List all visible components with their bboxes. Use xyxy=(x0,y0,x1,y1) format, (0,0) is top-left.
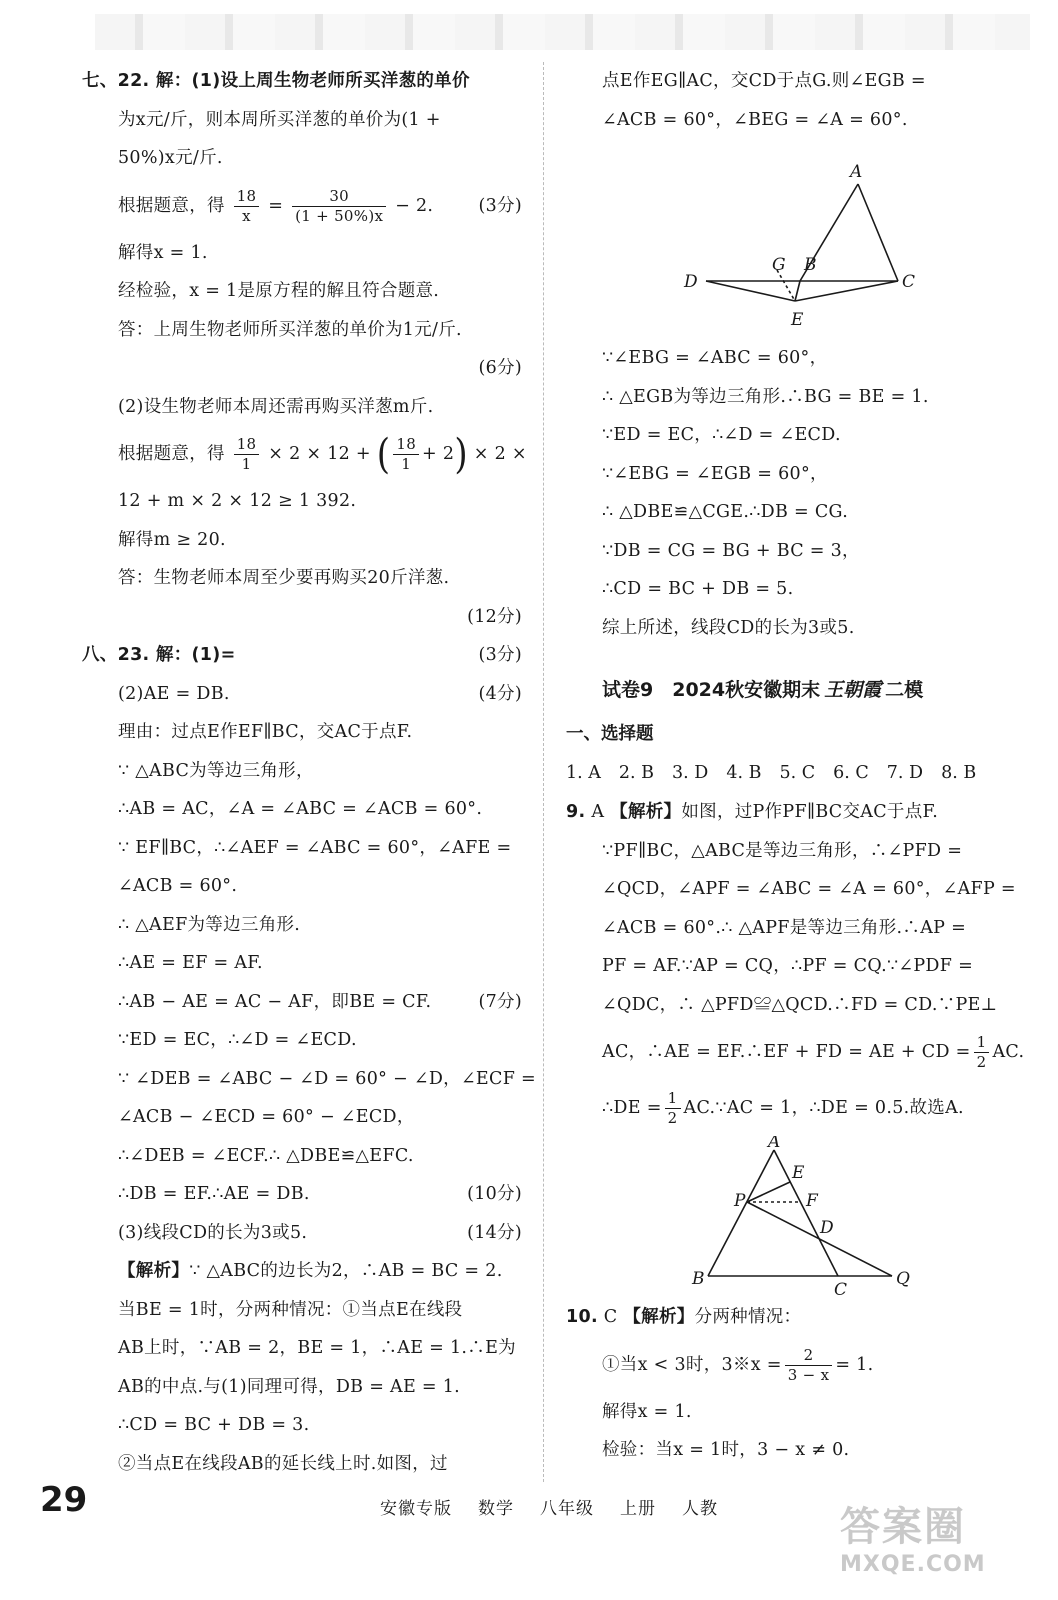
segment-pe xyxy=(747,1182,790,1202)
left-paren: ( xyxy=(376,430,391,479)
r-line-3: ∵∠EBG = ∠ABC = 60°， xyxy=(602,348,828,368)
q22-line-9: (2)设生物老师本周还需再购买洋葱m斤. xyxy=(118,396,434,417)
q23-line-20: AB的中点.与(1)同理可得，DB = AE = 1. xyxy=(118,1376,461,1397)
r-line-5: ∵ED = EC，∴∠D = ∠ECD. xyxy=(602,425,841,445)
figure-triangle-2 xyxy=(566,1136,1006,1298)
fraction: $\frac{18}{1}$ xyxy=(393,435,419,474)
r-line-1: 点E作EG∥AC，交CD于点G.则∠EGB = xyxy=(602,71,926,91)
choice-answer: 5. C xyxy=(779,763,816,783)
q22-line-13: 答：生物老师本周至少要再购买20斤洋葱. xyxy=(118,568,450,588)
q22-line-2: 为x元/斤，则本周所买洋葱的单价为(1 + xyxy=(118,109,441,130)
right-paren: ) xyxy=(454,430,468,479)
segment-pq xyxy=(747,1202,892,1276)
geometry-figure-1 xyxy=(566,139,1006,339)
q23-line-11: ∵ED = EC，∴∠D = ∠ECD. xyxy=(118,1030,357,1050)
score-mark: (6分) xyxy=(478,358,522,378)
q23-line-22: ②当点E在线段AB的延长线上时.如图，过 xyxy=(118,1453,448,1474)
label-f: F xyxy=(806,1191,818,1211)
left-column xyxy=(82,62,536,1483)
q9-line-3: ∠QCD，∠APF = ∠ABC = ∠A = 60°，∠AFP = xyxy=(602,879,1016,899)
q23-line-21: ∴CD = BC + DB = 3. xyxy=(118,1415,310,1435)
score-mark: (10分) xyxy=(467,1184,522,1204)
fraction: $\frac{1}{2}$ xyxy=(665,1089,681,1128)
q22-line-6: 经检验，x = 1是原方程的解且符合题意. xyxy=(118,281,440,301)
q22-score-line-final xyxy=(82,598,522,637)
r-line-2: ∠ACB = 60°，∠BEG = ∠A = 60°. xyxy=(602,109,908,130)
q9-line-2: ∵PF∥BC，△ABC是等边三角形，∴∠PFD = xyxy=(602,840,963,861)
q23-line-19: AB上时，∵AB = 2，BE = 1，∴AE = 1.∴E为 xyxy=(118,1338,516,1358)
label-e: E xyxy=(792,1163,805,1183)
choice-answer: 4. B xyxy=(726,763,762,783)
q23-line-5: ∴AB = AC，∠A = ∠ABC = ∠ACB = 60°. xyxy=(118,799,483,819)
q22-line-11: 12 + m × 2 × 12 ≥ 1 392. xyxy=(118,491,357,511)
q23-line-15: ∴DB = EF.∴AE = DB. (10分) xyxy=(82,1175,522,1214)
q10-line-3: 解得x = 1. xyxy=(602,1401,692,1422)
r-line-9: ∴CD = BC + DB = 5. xyxy=(602,579,794,599)
fraction: $\frac{18}{x}$ xyxy=(234,187,260,226)
top-decorative-band xyxy=(95,14,1030,50)
column-divider xyxy=(543,62,544,1482)
score-mark: (3分) xyxy=(478,645,522,665)
fraction: $\frac{1}{2}$ xyxy=(974,1033,990,1072)
choice-answer: 8. B xyxy=(941,763,977,783)
q23-line-9: ∴AE = EF = AF. xyxy=(118,953,263,973)
label-g: G xyxy=(772,255,786,275)
choice-answer: 7. D xyxy=(886,763,924,783)
section-title: 试卷9 2024秋安徽期末 王朝霞 二模 xyxy=(602,679,924,701)
label-a: A xyxy=(850,162,863,182)
score-mark: (14分) xyxy=(467,1222,522,1243)
watermark xyxy=(840,1495,1050,1595)
fraction: $\frac{30}{(1 + 50\%)x}$ xyxy=(292,187,386,226)
label-q: Q xyxy=(896,1269,910,1289)
right-column xyxy=(566,62,1025,1470)
q23-line-12: ∵ ∠DEB = ∠ABC − ∠D = 60° − ∠D，∠ECF = xyxy=(118,1068,536,1089)
q23-line-17: 【解析】∵ △ABC的边长为2，∴AB = BC = 2. xyxy=(118,1261,503,1281)
segment-ab xyxy=(708,1150,774,1276)
r-line-4: ∴ △EGB为等边三角形.∴BG = BE = 1. xyxy=(602,386,929,407)
choice-answer: 6. C xyxy=(833,763,869,783)
analysis-tag: 【解析】 xyxy=(118,1261,190,1281)
r-line-10: 综上所述，线段CD的长为3或5. xyxy=(602,617,855,638)
segment-be xyxy=(795,281,800,301)
choice-answers xyxy=(566,753,1006,793)
geometry-figure-2 xyxy=(566,1136,1006,1298)
score-mark: (3分) xyxy=(478,195,522,216)
q9-line-6: ∠QDC，∴ △PFD≌△QCD.∴FD = CD.∵PE⊥ xyxy=(602,994,998,1015)
choice-answer: 2. B xyxy=(618,763,655,783)
q23-line-14: ∴∠DEB = ∠ECF.∴ △DBE≌△EFC. xyxy=(118,1145,414,1166)
q9-line-4: ∠ACB = 60°.∴ △APF是等边三角形.∴AP = xyxy=(602,917,967,938)
segment-ac xyxy=(774,1150,838,1276)
grade-label: 八年级 xyxy=(540,1499,594,1519)
segment-ec xyxy=(795,281,898,301)
label-c: C xyxy=(834,1280,848,1298)
q23-line-16: (3)线段CD的长为3或5. (14分) xyxy=(82,1214,522,1253)
choice-answer: 1. A xyxy=(566,763,601,783)
score-mark: (4分) xyxy=(478,683,522,704)
q23-line-6: ∵ EF∥BC，∴∠AEF = ∠ABC = 60°，∠AFE = xyxy=(118,837,512,858)
q23-head: 八、23. 解：(1)= (3分) xyxy=(82,636,522,675)
q23-line-3: 理由：过点E作EF∥BC，交AC于点F. xyxy=(118,722,413,742)
segment-ac xyxy=(858,184,898,281)
q23-line-13: ∠ACB − ∠ECD = 60° − ∠ECD， xyxy=(118,1107,415,1127)
r-line-6: ∵∠EBG = ∠EGB = 60°， xyxy=(602,463,828,484)
figure-triangle-1 xyxy=(566,139,1006,339)
choice-answer: 3. D xyxy=(672,763,709,783)
label-p: P xyxy=(734,1191,746,1211)
label-b: B xyxy=(804,255,817,275)
label-e: E xyxy=(791,310,804,330)
volume-label: 上册 xyxy=(620,1499,656,1519)
page-number: 29 xyxy=(40,1480,88,1520)
r-line-8: ∵DB = CG = BG + BC = 3， xyxy=(602,540,860,561)
publisher-label: 人教 xyxy=(682,1499,718,1519)
label-b: B xyxy=(692,1269,705,1289)
label-d: D xyxy=(684,272,698,292)
brand-seal: 王朝霞 xyxy=(824,679,882,701)
q9-head: 9. A 【解析】如图，过P作PF∥BC交AC于点F. xyxy=(566,802,939,822)
choice-section-heading: 一、选择题 xyxy=(566,724,654,744)
label-a: A xyxy=(768,1136,781,1152)
label-d: D xyxy=(820,1218,834,1238)
watermark-logo: 答案圈 xyxy=(840,1504,966,1550)
q22-line-12: 解得m ≥ 20. xyxy=(118,529,226,550)
q22-line-5: 解得x = 1. xyxy=(118,242,208,263)
fraction: $\frac{2}{3 - x}$ xyxy=(785,1346,833,1385)
book-info xyxy=(380,1494,744,1519)
q22-score-line xyxy=(82,349,522,388)
label-c: C xyxy=(902,272,916,292)
q22-line-3: 50%)x元/斤. xyxy=(118,148,223,168)
q9-line-7: AC，∴AE = EF.∴EF + FD = AE + CD = $\frac{1}{2}$ AC. xyxy=(602,1033,1025,1071)
q23-line-2: (2)AE = DB. (4分) xyxy=(82,675,522,714)
q23-line-4: ∵ △ABC为等边三角形， xyxy=(118,760,314,781)
q10-head: 10. C 【解析】分两种情况： xyxy=(566,1307,802,1327)
r-line-7: ∴ △DBE≌△CGE.∴DB = CG. xyxy=(602,502,849,522)
score-mark: (7分) xyxy=(478,991,522,1012)
q22-equation: 根据题意，得 $\frac{18}{x}$ = $\frac{30}{(1 + 50\%)x}$ − 2. (3分) xyxy=(82,178,522,234)
q10-line-4: 检验：当x = 1时，3 − x ≠ 0. xyxy=(602,1440,850,1460)
q9-line-5: PF = AF.∵AP = CQ，∴PF = CQ.∵∠PDF = xyxy=(602,956,974,976)
segment-de xyxy=(706,281,795,301)
fraction: $\frac{18}{1}$ xyxy=(234,435,260,474)
analysis-tag: 【解析】 xyxy=(610,802,682,822)
q9-line-8: ∴DE = $\frac{1}{2}$ AC.∵AC = 1，∴DE = 0.5.故选A. xyxy=(602,1089,964,1127)
edition-label: 安徽专版 xyxy=(380,1499,452,1519)
q22-head: 七、22. 解：(1)设上周生物老师所买洋葱的单价 xyxy=(82,71,470,91)
q10-line-2: ①当x < 3时，3※x = $\frac{2}{3 - x}$ = 1. xyxy=(602,1345,874,1384)
subject-label: 数学 xyxy=(478,1499,514,1519)
score-mark: (12分) xyxy=(467,606,522,627)
q23-line-18: 当BE = 1时，分两种情况：①当点E在线段 xyxy=(118,1299,463,1320)
q22-line-7: 答：上周生物老师所买洋葱的单价为1元/斤. xyxy=(118,319,462,340)
q23-line-7: ∠ACB = 60°. xyxy=(118,876,238,896)
q22-inequality: 根据题意，得 $\frac{18}{1}$ × 2 × 12 + ( $\frac{18}{1}$ + 2) × 2 × xyxy=(82,426,522,482)
watermark-url: MXQE.COM xyxy=(840,1552,986,1577)
q23-line-10: ∴AB − AE = AC − AF，即BE = CF. (7分) xyxy=(82,983,522,1022)
analysis-tag: 【解析】 xyxy=(623,1307,695,1327)
q23-line-8: ∴ △AEF为等边三角形. xyxy=(118,914,301,935)
